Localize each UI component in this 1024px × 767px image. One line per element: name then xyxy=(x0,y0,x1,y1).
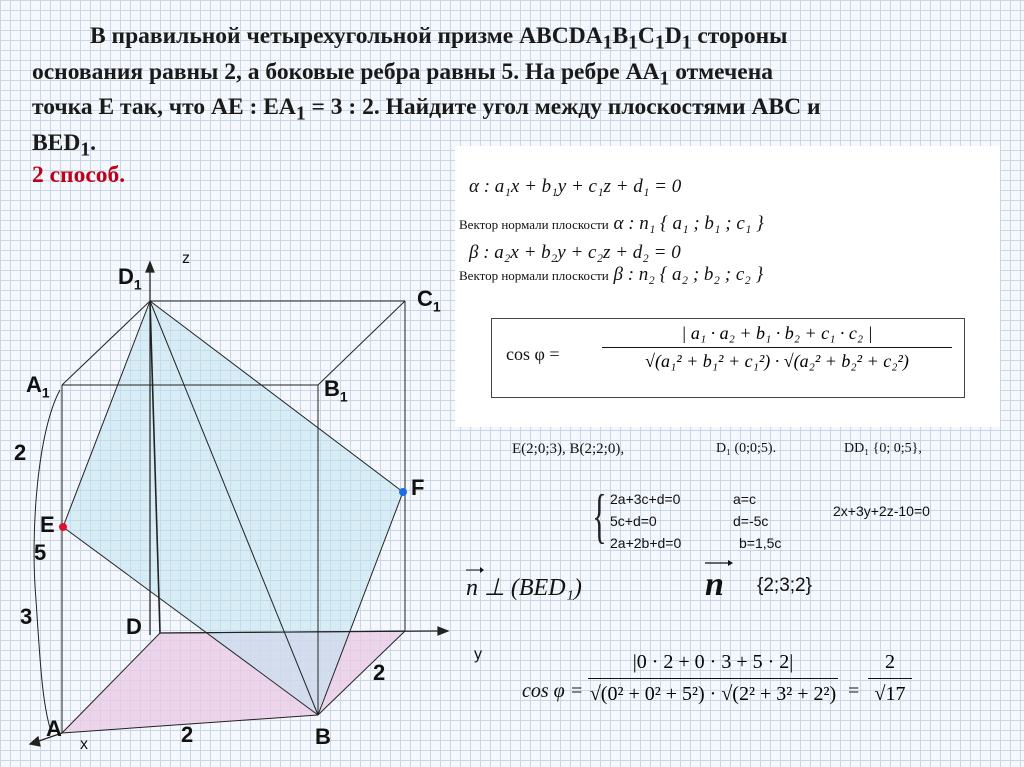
label-a1 xyxy=(26,372,50,400)
z-axis-arrow-icon xyxy=(146,262,154,272)
label-c1 xyxy=(417,286,441,314)
label-edge-5: 5 xyxy=(34,540,47,565)
normal-label: Вектор нормали плоскости xyxy=(459,217,609,232)
problem-line-3-end: = 3 : 2. Найдите угол между плоскостями ABC и xyxy=(305,94,821,121)
subscript: 1 xyxy=(628,32,638,54)
point-d1: D₁ (0;0;5). xyxy=(716,441,777,456)
label-c1-letter: C xyxy=(417,286,433,311)
points-e-b: E(2;0;3), B(2;2;0), xyxy=(512,441,625,457)
problem-line-1-end: стороны xyxy=(691,23,788,49)
label-b: B xyxy=(315,724,331,749)
label-a1-letter: A xyxy=(26,372,42,397)
point-e-dot xyxy=(59,523,67,531)
final-cos-numerator: |0 · 2 + 0 · 3 + 5 · 2| xyxy=(632,651,794,673)
normal-label: Вектор нормали плоскости xyxy=(459,268,609,283)
alpha-plane-equation: α : a₁x + b₁y + c₁z + d₁ = 0 xyxy=(469,176,682,197)
label-edge-2-right: 2 xyxy=(373,660,386,685)
plane-equation: 2x+3y+2z-10=0 xyxy=(833,503,930,519)
final-cos-denominator: √(0² + 0² + 5²) · √(2² + 3² + 2²) xyxy=(589,683,837,705)
system-eq-2: 5c+d=0 xyxy=(610,513,657,529)
label-y-axis: y xyxy=(474,646,482,663)
subscript: 1 xyxy=(659,68,670,90)
subscript: 1 xyxy=(339,388,348,405)
problem-line-4: BED xyxy=(32,130,81,157)
method-label: 2 способ. xyxy=(32,162,126,188)
label-b1 xyxy=(324,376,348,404)
result-1: a=c xyxy=(733,491,756,507)
alpha-normal-vector: α : n₁ { a₁ ; b₁ ; c₁ } xyxy=(613,213,764,234)
system-eq-1: 2a+3c+d=0 xyxy=(610,491,681,507)
point-f-dot xyxy=(399,488,407,496)
problem-line-1: В правильной четырехугольной призме ABCDA xyxy=(90,23,603,49)
label-edge-2-bottom: 2 xyxy=(181,722,194,747)
result-3: b=1,5c xyxy=(739,535,782,551)
problem-line-3: точка E так, что AE : EA xyxy=(32,94,296,121)
label-edge-3: 3 xyxy=(20,604,33,629)
normal-vector-value: {2;3;2} xyxy=(757,575,812,596)
equals-sign: = xyxy=(848,680,860,702)
beta-normal-vector: β : n₂ { a₂ ; b₂ ; c₂ } xyxy=(613,264,764,285)
system-brace: { xyxy=(592,483,607,549)
subscript: 1 xyxy=(681,32,692,54)
problem-line-2-end: отмечена xyxy=(669,58,773,85)
final-result-denominator: √17 xyxy=(874,683,906,705)
label-d1-letter: D xyxy=(118,264,134,289)
problem-statement: В правильной четырехугольной призме $ABCDA_1B_1C_1D_1$ стороны основания равны 2, а боковые ребра равны 5. На ребре $AA_1$ отмечена точка E так, что AE : $EA_1 = 3$ : 2. Найдите угол между плоскостями ABC и $BED_1$. xyxy=(32,23,821,161)
cos-numerator: | a₁ · a₂ + b₁ · b₂ + c₁ · c₂ | xyxy=(681,323,873,343)
subscript: 1 xyxy=(432,298,441,315)
final-cos-lhs: cos φ = xyxy=(522,680,584,702)
label-d: D xyxy=(126,614,142,639)
label-z-axis: z xyxy=(182,250,190,267)
vector-dd1: DD₁ {0; 0;5}, xyxy=(844,441,922,456)
subscript: 1 xyxy=(41,384,50,401)
subscript: 1 xyxy=(602,32,613,54)
label-e: E xyxy=(40,512,55,537)
label-x-axis: x xyxy=(80,736,88,753)
problem-line-2: основания равны 2, а боковые ребра равны 5. На ребре AA xyxy=(32,58,660,85)
beta-plane-equation: β : a₂x + b₂y + c₂z + d₂ = 0 xyxy=(469,242,681,263)
y-axis-arrow-icon xyxy=(438,627,448,635)
x-axis-arrow-icon xyxy=(30,737,40,746)
system-eq-3: 2a+2b+d=0 xyxy=(610,535,682,551)
cos-lhs: cos φ = xyxy=(506,344,560,364)
edge-b1c1 xyxy=(318,301,405,385)
label-f: F xyxy=(411,475,425,500)
label-a: A xyxy=(46,716,62,741)
label-edge-2-top: 2 xyxy=(14,440,27,465)
normal-n-label: n xyxy=(705,566,724,603)
subscript: 1 xyxy=(80,139,91,161)
result-2: d=-5c xyxy=(733,513,769,529)
normal-perp-statement: n ⊥ (BED₁) xyxy=(466,575,582,601)
final-result-numerator: 2 xyxy=(885,651,895,673)
subscript: 1 xyxy=(133,276,142,293)
problem-line-4-end: . xyxy=(90,130,96,157)
label-b1-letter: B xyxy=(324,376,340,401)
label-d1 xyxy=(118,264,142,292)
cos-denominator: √(a₁² + b₁² + c₁²) · √(a₂² + b₂² + c₂²) xyxy=(645,351,909,371)
subscript: 1 xyxy=(295,104,306,126)
subscript: 1 xyxy=(654,32,665,54)
